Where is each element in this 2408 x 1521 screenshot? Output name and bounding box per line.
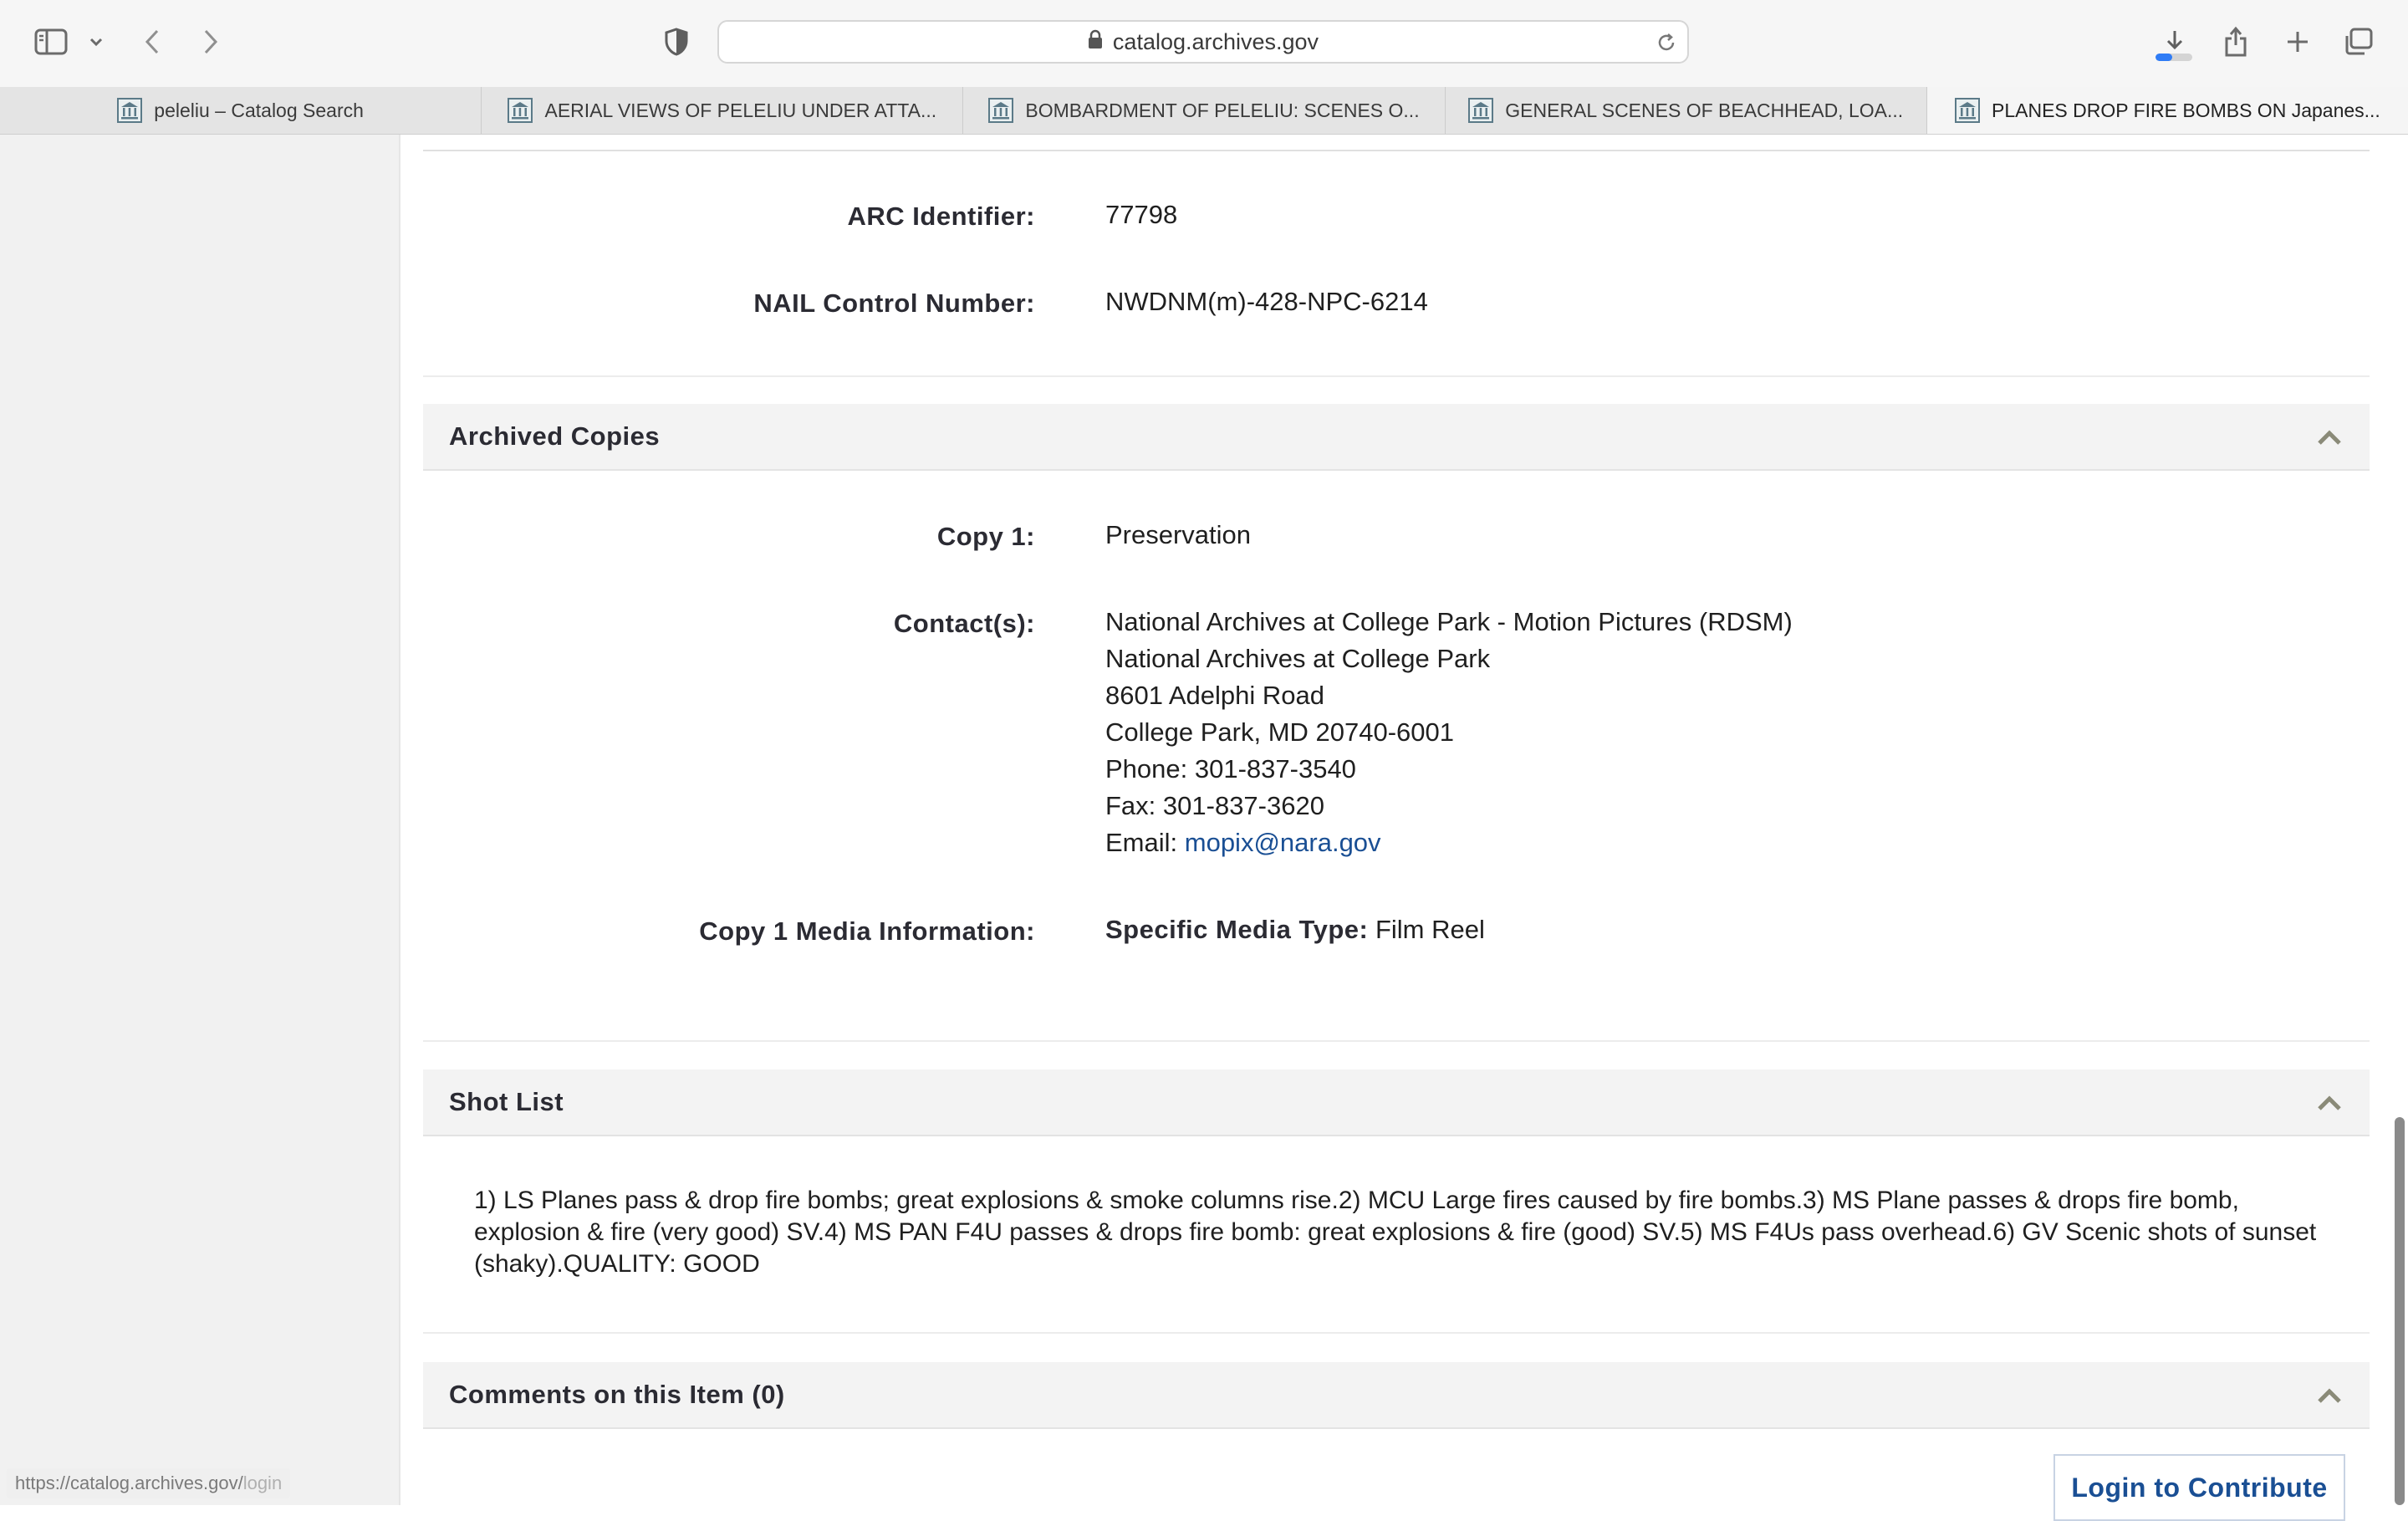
tab-title: GENERAL SCENES OF BEACHHEAD, LOA...	[1505, 99, 1904, 121]
collapse-chevron-up-icon[interactable]	[2314, 422, 2344, 452]
address-text: catalog.archives.gov	[1112, 28, 1319, 54]
contact-line: National Archives at College Park - Motion Pictures (RDSM)	[1105, 607, 1793, 636]
browser-tab[interactable]	[1446, 87, 1927, 134]
lock-icon	[1088, 29, 1103, 55]
reload-icon[interactable]	[1654, 30, 1679, 55]
copy-1-label: Copy 1:	[936, 522, 1035, 551]
copy-1-media-information-label: Copy 1 Media Information:	[699, 916, 1035, 946]
record-details	[423, 135, 2370, 1505]
arc-identifier-label: ARC Identifier:	[847, 202, 1035, 231]
contacts-label: Contact(s):	[893, 609, 1035, 638]
address-bar[interactable]	[717, 20, 1689, 64]
tab-title: AERIAL VIEWS OF PELELIU UNDER ATTA...	[544, 99, 937, 121]
shot-list-title: Shot List	[449, 1087, 564, 1116]
email-link[interactable]: mopix@nara.gov	[1184, 828, 1381, 857]
tab-title: peleliu – Catalog Search	[154, 99, 364, 121]
archived-copies-title: Archived Copies	[449, 421, 661, 451]
copy-1-value: Preservation	[1105, 520, 1252, 549]
contact-lines	[1105, 604, 1793, 824]
archives-favicon-icon	[117, 98, 142, 123]
specific-media-type-label: Specific Media Type:	[1105, 915, 1369, 944]
browser-tab[interactable]	[963, 87, 1445, 134]
tab-strip	[0, 87, 2408, 135]
forward-arrow-icon[interactable]	[199, 27, 222, 57]
shot-list-text: 1) LS Planes pass & drop fire bombs; great explosions & smoke columns rise.2) MCU Large fires caused by fire bombs.3) MS Plane passes & drops fire bomb, explosion & fire (very good) SV.4) MS PAN F4U passes & drops fire bomb: great explosions & fire (good) SV.5) MS F4Us pass overhead.6) GV Scenic shots of sunset (shaky).QUALITY: GOOD	[474, 1187, 2317, 1278]
email-prefix: Email:	[1105, 828, 1185, 857]
status-bar-url	[7, 1468, 290, 1498]
contact-line: National Archives at College Park	[1105, 644, 1491, 673]
download-progress-fill	[2155, 54, 2172, 61]
browser-toolbar	[0, 0, 2408, 88]
browser-tab[interactable]	[0, 87, 482, 134]
browser-tab[interactable]	[482, 87, 963, 134]
login-to-contribute-button[interactable]: Login to Contribute	[2053, 1454, 2345, 1521]
browser-tab[interactable]	[1927, 87, 2408, 134]
status-url-suffix: login	[242, 1473, 283, 1493]
archives-favicon-icon	[508, 98, 533, 123]
comments-header[interactable]	[423, 1362, 2370, 1429]
tab-title: PLANES DROP FIRE BOMBS ON Japanes...	[1991, 99, 2380, 121]
divider	[423, 1332, 2370, 1334]
copy-1-media-information-value	[1105, 911, 1485, 948]
nail-control-number-label: NAIL Control Number:	[753, 288, 1035, 318]
contact-line: College Park, MD 20740-6001	[1105, 717, 1455, 747]
left-sidebar	[0, 135, 400, 1505]
shot-list-header[interactable]	[423, 1069, 2370, 1136]
section-top-divider	[423, 135, 2370, 151]
archives-favicon-icon	[1468, 98, 1493, 123]
nail-control-number-value: NWDNM(m)-428-NPC-6214	[1105, 287, 1428, 316]
status-url-prefix: https://catalog.archives.gov/	[15, 1473, 243, 1493]
tab-overview-icon[interactable]	[2341, 25, 2376, 59]
collapse-chevron-up-icon[interactable]	[2314, 1381, 2344, 1411]
contacts-value	[1105, 604, 1793, 861]
email-line	[1105, 824, 1793, 861]
divider	[423, 1040, 2370, 1042]
arc-identifier-value: 77798	[1105, 200, 1178, 229]
archives-favicon-icon	[988, 98, 1013, 123]
comments-title: Comments on this Item (0)	[449, 1380, 785, 1409]
share-icon[interactable]	[2219, 23, 2252, 60]
privacy-shield-icon[interactable]	[661, 25, 692, 59]
plus-icon[interactable]	[2281, 25, 2314, 59]
collapse-chevron-up-icon[interactable]	[2314, 1088, 2344, 1118]
page-scrollbar[interactable]	[2395, 1117, 2405, 1505]
archives-favicon-icon	[1955, 98, 1980, 123]
contact-line: Fax: 301-837-3620	[1105, 791, 1324, 820]
tab-title: BOMBARDMENT OF PELELIU: SCENES O...	[1025, 99, 1420, 121]
specific-media-type-value: Film Reel	[1375, 915, 1485, 944]
chevron-down-icon[interactable]	[87, 32, 105, 52]
back-arrow-icon[interactable]	[140, 27, 164, 57]
archived-copies-header[interactable]	[423, 404, 2370, 471]
contact-line: 8601 Adelphi Road	[1105, 681, 1325, 710]
sidebar-toggle-icon[interactable]	[32, 27, 70, 57]
download-progress-bar	[2155, 54, 2192, 61]
divider	[423, 375, 2370, 377]
contact-line: Phone: 301-837-3540	[1105, 754, 1356, 783]
